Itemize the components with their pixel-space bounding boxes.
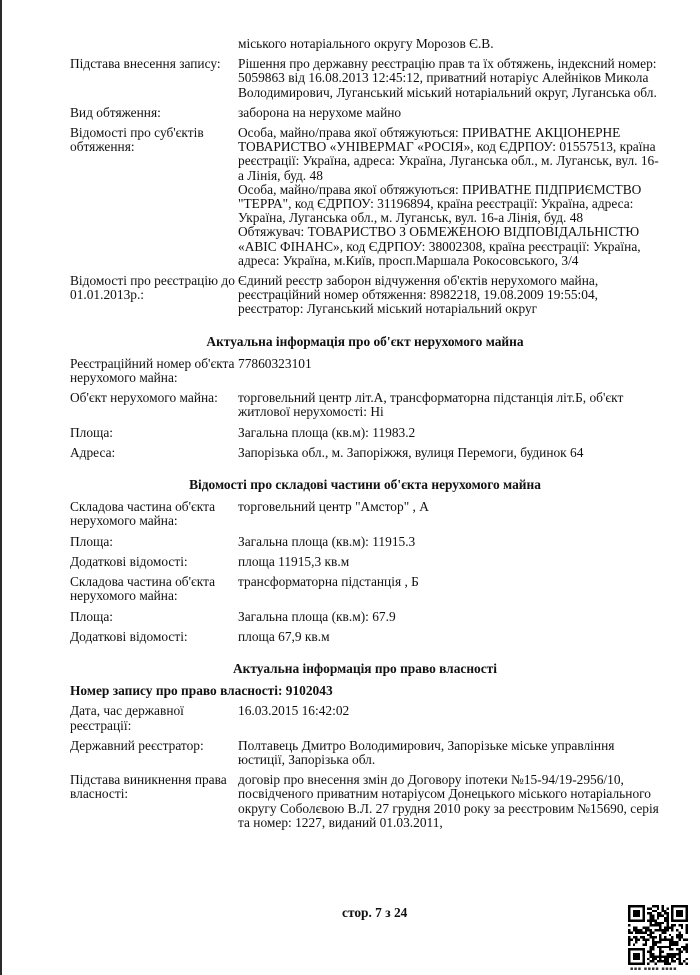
field-value: Полтавець Дмитро Володимирович, Запорізьке міське управління юстиції, Запорізька обл. [238, 737, 615, 767]
encumbered-party-2: Особа, майно/права якої обтяжуються: ПРИВАТНЕ ПІДПРИЄМСТВО "ТЕРРА", код ЄДРПОУ: 31196894, країна реєстрації: Україна, адреса: Україна, Луганська обл., м. Луганськ, вул. 16-а Лінія, буд. 48 [238, 181, 642, 226]
field-label: Адреса: [70, 444, 116, 460]
section-title-object: Актуальна інформація про об'єкт нерухомого майна [206, 333, 524, 349]
section-title-components: Відомості про складові частини об'єкта нерухомого майна [189, 477, 541, 493]
encumbrancer: Обтяжувач: ТОВАРИСТВО З ОБМЕЖЕНОЮ ВІДПОВІДАЛЬНІСТЮ «АВІС ФІНАНС», код ЄДРПОУ: 38002308, країна реєстрації: Україна, адреса: Україна, м.Київ, просп.Маршала Рокосовського, 3/4 [238, 224, 641, 268]
field-label: Відомості про реєстрацію до 01.01.2013р.: [70, 273, 235, 303]
field-label: Площа: [70, 608, 114, 624]
field-label: Додаткові відомості: [70, 628, 188, 644]
field-label: Площа: [70, 424, 114, 440]
field-value: Запорізька обл., м. Запоріжжя, вулиця Перемоги, будинок 64 [238, 444, 584, 460]
field-label: Площа: [70, 533, 114, 549]
field-row [70, 500, 660, 528]
ownership-block [70, 704, 660, 830]
field-label: Реєстраційний номер об'єкта нерухомого майна: [70, 355, 235, 386]
field-value: Єдиний реєстр заборон відчуження об'єктів нерухомого майна, реєстраційний номер обтяження: 8982218, 19.08.2009 19:55:04, реєстратор: Луганський міський нотаріальний округ [238, 273, 599, 317]
field-label: Дата, час державної реєстрації: [70, 703, 184, 733]
field-value: Загальна площа (кв.м): 11915.3 [238, 533, 416, 549]
field-value: площа 67,9 кв.м [238, 628, 330, 644]
document-page [70, 37, 660, 836]
field-value: трансформаторна підстанція , Б [238, 574, 419, 590]
section-title-ownership: Актуальна інформація про право власності [233, 660, 497, 676]
field-value: 16.03.2015 16:42:02 [238, 703, 350, 719]
field-label: Складова частина об'єкта нерухомого майна: [70, 499, 216, 529]
field-label: Складова частина об'єкта нерухомого майна: [70, 574, 216, 604]
field-label: Об'єкт нерухомого майна: [70, 390, 218, 406]
field-row [70, 630, 660, 644]
field-row [70, 274, 660, 317]
field-row [70, 739, 660, 767]
field-row [70, 391, 660, 419]
field-row [70, 106, 660, 120]
field-value: торговельний центр "Амстор" , А [238, 499, 429, 515]
field-label: Відомості про суб'єктів обтяження: [70, 125, 204, 155]
ownership-record-number: Номер запису про право власності: 9102043 [70, 683, 333, 699]
page-number: стор. 7 з 24 [342, 905, 408, 920]
field-value [238, 126, 660, 268]
field-row [70, 446, 660, 460]
field-value: площа 11915,3 кв.м [238, 553, 350, 569]
field-value: Загальна площа (кв.м): 67.9 [238, 608, 396, 624]
field-value: заборона на нерухоме майно [238, 104, 402, 120]
components-block [70, 500, 660, 644]
field-value: Рішення про державну реєстрацію прав та їх обтяжень, індексний номер: 5059863 від 16.08.2013 12:45:12, приватний нотаріус Алейніков Микола Володимирович, Луганський міський нотаріальний округ, Луганська обл. [238, 56, 657, 100]
field-row [70, 704, 660, 732]
field-row [70, 57, 660, 100]
field-label: Додаткові відомості: [70, 553, 188, 569]
field-row [70, 426, 660, 440]
field-value: Загальна площа (кв.м): 11983.2 [238, 424, 416, 440]
field-row [70, 610, 660, 624]
page-edge-border [0, 0, 2, 975]
field-label: Державний реєстратор: [70, 737, 204, 753]
qr-code-icon [628, 905, 688, 965]
field-row [70, 126, 660, 268]
field-row [70, 535, 660, 549]
encumbrance-block [70, 57, 660, 316]
field-value: 77860323101 [238, 355, 312, 371]
field-row [70, 555, 660, 569]
field-label: Вид обтяження: [70, 104, 161, 120]
field-value: торговельний центр літ.А, трансформаторна підстанція літ.Б, об'єкт житлової нерухомості: Ні [238, 390, 624, 420]
object-block [70, 357, 660, 460]
field-label: Підстава внесення запису: [70, 56, 221, 72]
field-row [70, 773, 660, 830]
field-row [70, 357, 660, 385]
continuation-line: міського нотаріального округу Морозов Є.В. [238, 36, 494, 51]
encumbered-party-1: Особа, майно/права якої обтяжуються: ПРИВАТНЕ АКЦІОНЕРНЕ ТОВАРИСТВО «УНІВЕРМАГ «РОСІЯ», код ЄДРПОУ: 01557513, країна реєстрації: Україна, адреса: Україна, Луганська обл., м. Луганськ, вул. 16-а Лінія, буд. 48 [238, 125, 659, 183]
field-value: договір про внесення змін до Договору іпотеки №15-94/19-2956/10, посвідченого приватним нотаріусом Донецького міського нотаріального округу Соболєвою В.Л. 27 грудня 2010 року за реєстровим №15690, серія та номер: 1227, виданий 01.03.2011, [238, 772, 659, 830]
field-label: Підстава виникнення права власності: [70, 772, 227, 802]
qr-caption: ▪▪▪ ▪▪▪▪ ▪▪▪▪ [630, 967, 677, 972]
field-row [70, 575, 660, 603]
